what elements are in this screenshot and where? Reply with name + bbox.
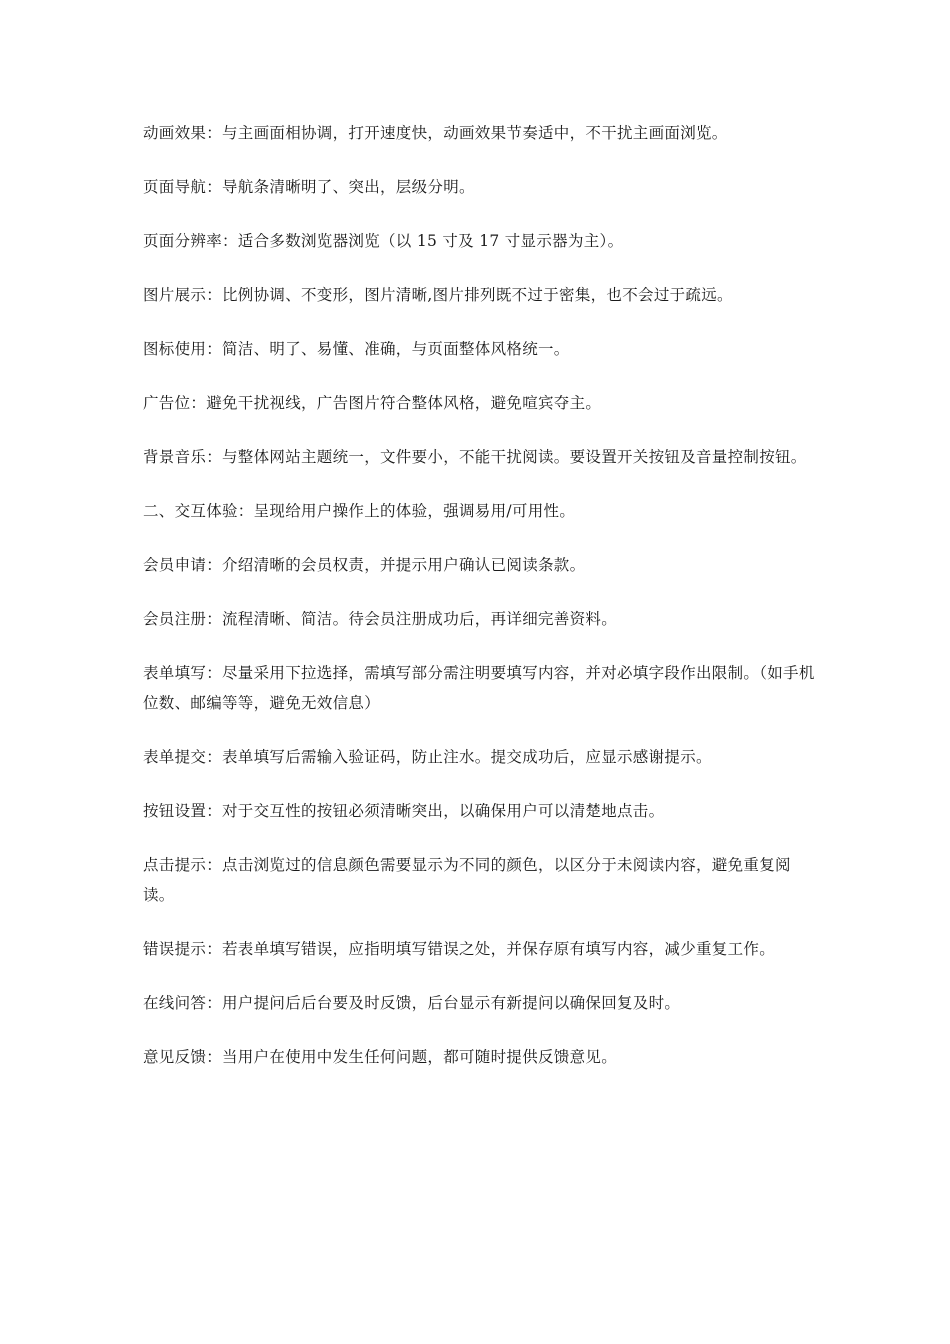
paragraph-ad-placement: 广告位：避免干扰视线，广告图片符合整体风格，避免喧宾夺主。 <box>143 394 602 412</box>
paragraph-member-registration: 会员注册：流程清晰、简洁。待会员注册成功后，再详细完善资料。 <box>143 610 618 628</box>
paragraph-image-display: 图片展示：比例协调、不变形，图片清晰,图片排列既不过于密集，也不会过于疏远。 <box>143 286 733 304</box>
paragraph-animation-effect: 动画效果：与主画面相协调，打开速度快，动画效果节奏适中，不干扰主画面浏览。 <box>143 124 728 142</box>
paragraph-feedback: 意见反馈：当用户在使用中发生任何问题，都可随时提供反馈意见。 <box>143 1048 618 1066</box>
paragraph-button-settings: 按钮设置：对于交互性的按钮必须清晰突出，以确保用户可以清楚地点击。 <box>143 802 665 820</box>
paragraph-page-navigation: 页面导航：导航条清晰明了、突出，层级分明。 <box>143 178 475 196</box>
paragraph-online-qa: 在线问答：用户提问后后台要及时反馈，后台显示有新提问以确保回复及时。 <box>143 994 681 1012</box>
paragraph-member-application: 会员申请：介绍清晰的会员权责，并提示用户确认已阅读条款。 <box>143 556 586 574</box>
paragraph-interaction-heading: 二、交互体验：呈现给用户操作上的体验，强调易用/可用性。 <box>143 502 576 520</box>
paragraph-icon-usage: 图标使用：简洁、明了、易懂、准确，与页面整体风格统一。 <box>143 340 570 358</box>
document-body <box>143 118 815 1096</box>
paragraph-error-hint: 错误提示：若表单填写错误，应指明填写错误之处，并保存原有填写内容，减少重复工作。 <box>143 940 776 958</box>
paragraph-form-filling: 表单填写：尽量采用下拉选择，需填写部分需注明要填写内容，并对必填字段作出限制。（如手机位数、邮编等等，避免无效信息） <box>143 664 815 712</box>
paragraph-click-hint: 点击提示：点击浏览过的信息颜色需要显示为不同的颜色，以区分于未阅读内容，避免重复阅读。 <box>143 856 791 904</box>
paragraph-form-submission: 表单提交：表单填写后需输入验证码，防止注水。提交成功后，应显示感谢提示。 <box>143 748 712 766</box>
paragraph-background-music: 背景音乐：与整体网站主题统一，文件要小，不能干扰阅读。要设置开关按钮及音量控制按钮。 <box>143 448 807 466</box>
paragraph-page-resolution: 页面分辨率：适合多数浏览器浏览（以 15 寸及 17 寸显示器为主）。 <box>143 232 624 250</box>
